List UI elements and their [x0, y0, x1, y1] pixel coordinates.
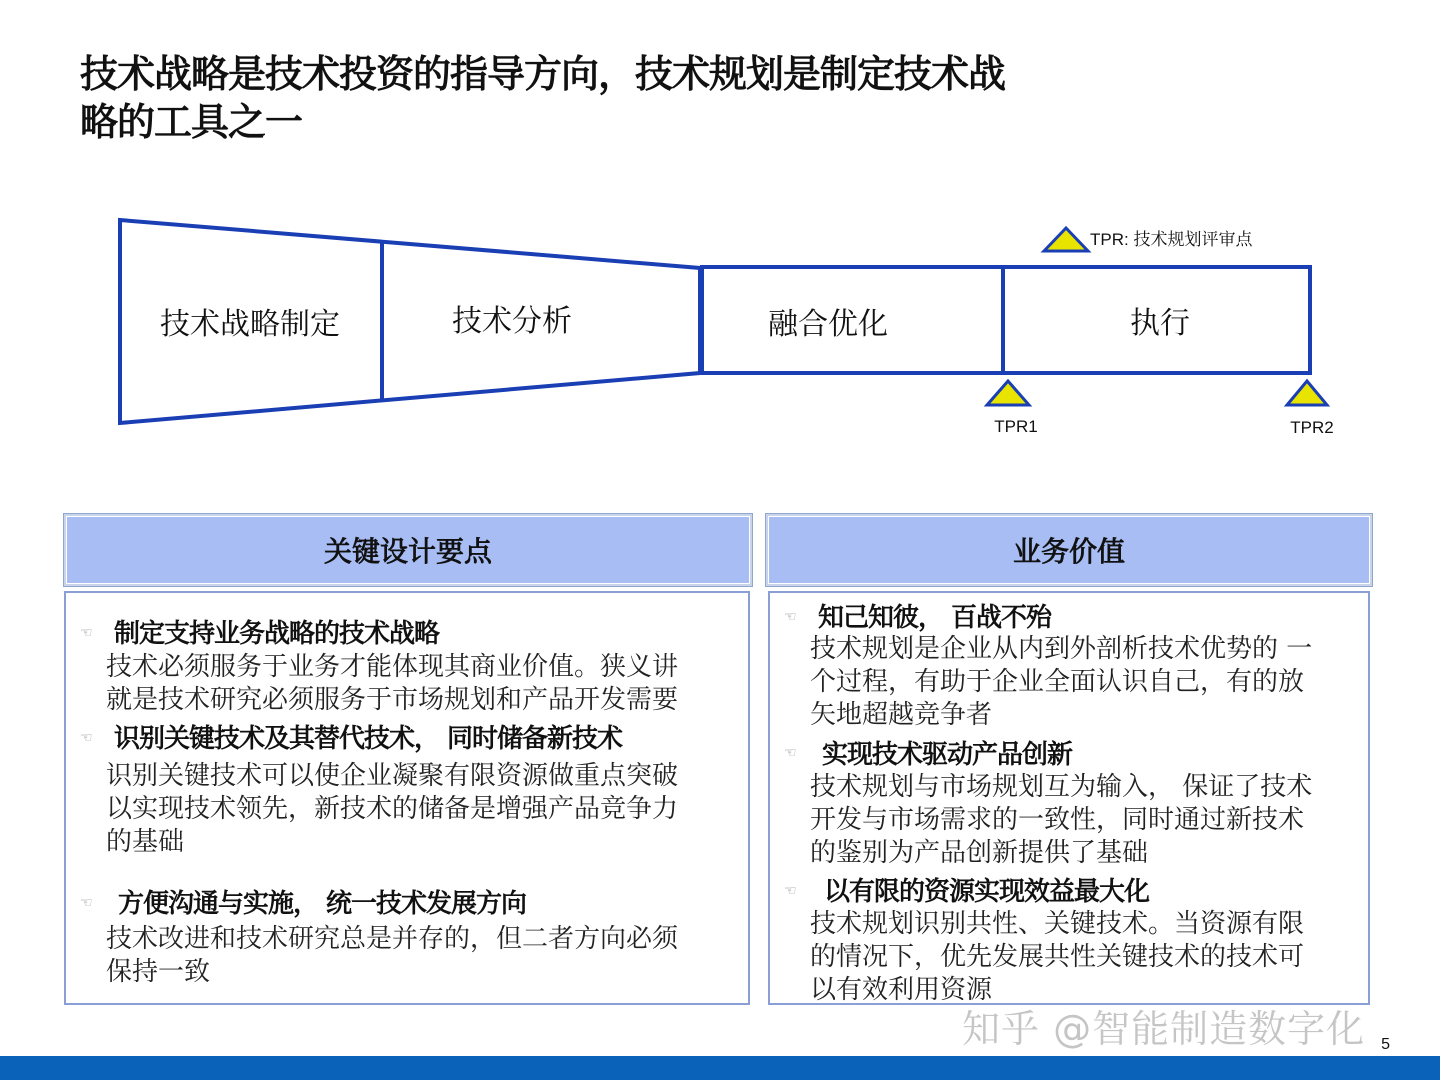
hand-pointer-icon: ☜	[784, 745, 797, 761]
left-panel-title: 关键设计要点	[323, 535, 492, 568]
left-panel-header	[64, 514, 752, 586]
text-line: 技术规划是企业从内到外剖析技术优势的 一	[810, 634, 1313, 664]
tpr2-label: TPR2	[1290, 418, 1334, 437]
left-item-3-heading: 方便沟通与实施， 统一技术发展方向	[118, 889, 527, 919]
left-item-3-text	[106, 923, 678, 989]
title-line-2: 略的工具之一	[80, 100, 303, 144]
right-item-3-heading: 以有限的资源实现效益最大化	[824, 877, 1150, 907]
right-panel-title: 业务价值	[1012, 535, 1125, 568]
stage-label-execution: 执行	[1130, 306, 1190, 341]
hand-pointer-icon: ☜	[80, 730, 93, 746]
footer-bar	[0, 1056, 1440, 1080]
text-line: 开发与市场需求的一致性，同时通过新技术	[810, 805, 1305, 835]
stage-label-strategy: 技术战略制定	[160, 307, 340, 342]
title-line-1: 技术战略是技术投资的指导方向，技术规划是制定技术战	[80, 52, 1006, 96]
tpr1-triangle-icon	[987, 381, 1029, 405]
left-item-1-heading: 制定支持业务战略的技术战略	[114, 619, 440, 649]
watermark: 知乎 @智能制造数字化	[962, 1007, 1366, 1051]
left-item-1-text	[106, 651, 678, 717]
text-line: 保持一致	[106, 957, 211, 987]
text-line: 矢地超越竞争者	[810, 700, 993, 730]
left-panel-body	[64, 591, 750, 1005]
text-line: 的鉴别为产品创新提供了基础	[810, 838, 1149, 868]
text-line: 就是技术研究必须服务于市场规划和产品开发需要	[106, 685, 679, 715]
text-line: 技术规划识别共性、关键技术。当资源有限	[810, 909, 1305, 939]
right-item-1-heading: 知己知彼， 百战不殆	[818, 603, 1052, 633]
text-line: 技术改进和技术研究总是并存的，但二者方向必须	[106, 924, 679, 954]
right-item-3-text	[810, 908, 1304, 1007]
left-item-2-text	[106, 760, 678, 859]
text-line: 个过程，有助于企业全面认识自己，有的放	[810, 667, 1305, 697]
tpr-legend-triangle-icon	[1044, 228, 1088, 251]
process-diagram	[0, 0, 1440, 480]
tpr2-triangle-icon	[1287, 381, 1327, 405]
text-line: 技术规划与市场规划互为输入， 保证了技术	[810, 772, 1313, 802]
hand-pointer-icon: ☜	[784, 609, 797, 625]
text-line: 识别关键技术可以使企业凝聚有限资源做重点突破	[106, 761, 679, 791]
left-item-2-heading: 识别关键技术及其替代技术， 同时储备新技术	[114, 724, 623, 754]
hand-pointer-icon: ☜	[784, 883, 797, 899]
text-line: 以实现技术领先，新技术的储备是增强产品竞争力	[106, 794, 679, 824]
stage-label-analysis: 技术分析	[452, 304, 572, 339]
hand-pointer-icon: ☜	[80, 895, 93, 911]
text-line: 的基础	[106, 827, 185, 857]
text-line: 技术必须服务于业务才能体现其商业价值。狭义讲	[106, 652, 679, 682]
text-line: 的情况下，优先发展共性关键技术的技术可	[810, 942, 1305, 972]
right-item-1-text	[810, 633, 1312, 732]
stage-label-integration: 融合优化	[768, 307, 888, 342]
right-item-2-text	[810, 771, 1312, 870]
text-line: 以有效利用资源	[810, 975, 993, 1005]
hand-pointer-icon: ☜	[80, 625, 93, 641]
tpr1-label: TPR1	[994, 417, 1038, 436]
right-panel-header	[766, 514, 1372, 586]
right-item-2-heading: 实现技术驱动产品创新	[822, 740, 1073, 770]
page-number: 5	[1381, 1036, 1390, 1053]
tpr-legend-label: TPR: 技术规划评审点	[1090, 230, 1253, 249]
right-panel-body	[768, 591, 1370, 1005]
